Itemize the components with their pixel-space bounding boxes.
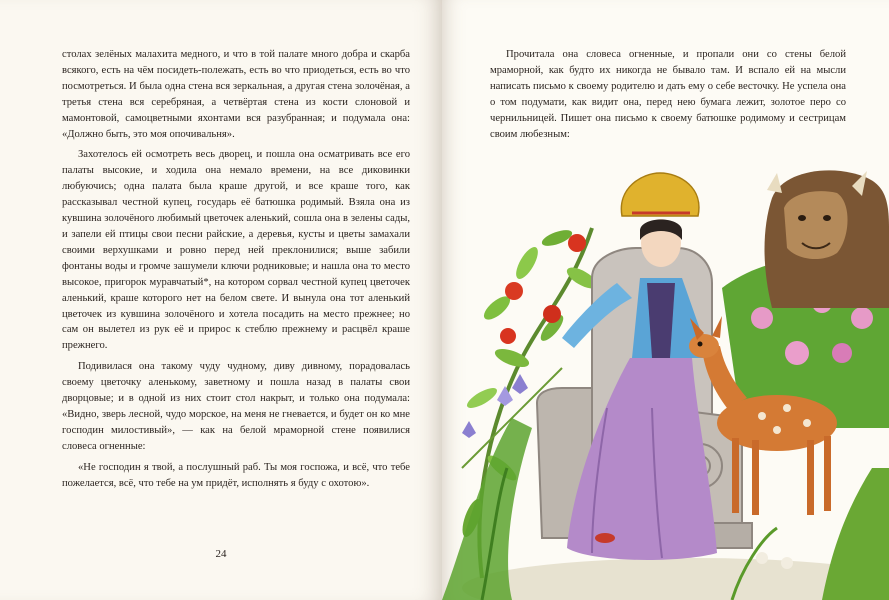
kokoshnik [621, 173, 699, 216]
illustration [442, 168, 889, 600]
paragraph: столах зелёных малахита медного, и что в той палате много добра и скарба всякого, есть на чём посидеть-полежать, есть во что приодеться, есть во что посмотреться. И была одна стена вся зеркальная, а другая стена золочёная, а третья стена вся серебряная, а четвёртая стена из кости слоновой и мамонтовой, самоцветными яхонтами вся разубранная; и подумала она: «Должно быть, это моя опочивальня». [62, 49, 410, 140]
paragraph: «Не господин я твой, а послушный раб. Ты моя госпожа, и всё, что тебе пожелается, всё, что тебе на ум придёт, исполнять я буду с охотою». [62, 461, 410, 489]
left-page [0, 0, 442, 600]
paragraph: Прочитала она словеса огненные, и пропали они со стены белой мраморной, как будто их никогда не бывало там. И вспало ей на мысли написать письмо к своему родителю и дать ему о себе весточку. Не успела она о том подумати, как видит она, перед нею бумага лежит, золотое перо со чернильницей. Пишет она письмо к своему батюшке родимому и сестрицам своим любезным: [490, 49, 846, 140]
apple [500, 328, 516, 344]
beast [765, 170, 889, 308]
paragraph: Подивилася она такому чуду чудному, диву дивному, порадовалась своему цветочку аленькому, заветному и пошла назад в палаты свои дворцовые; и в одной из них стоит стол накрыт, и только она подумала: «Видно, зверь лесной, чудо морское, на меня не гневается, и будет он ко мне господин милостивый», — как на белой мраморной стене появилися словеса огненные: [62, 361, 410, 452]
right-page-text [490, 47, 846, 142]
paragraph: Захотелось ей осмотреть весь дворец, и пошла она осматривать все его палаты высокие, и ходила она немало времени, на все диковинки любуючись; одна палата была краше другой, и все краше того, как рассказывал честной купец, государь её батюшка родимый. Взяла она из кувшина золочёного любимый цветочек аленький, сошла она в зелены сады, и запели ей птицы свои песни райские, а деревья, кусты и цветы замахали своими верхушками и ровно перед ней преклонилися; выше забили фонтаны воды и громче зашумели ключи родниковые; и нашла она то место высокое, пригорок муравчатый*, на котором сорвал честной купец цветочек аленький, краше которого нет на белом свете. И вынула она тот аленький цветочек из кувшина золочёного и хотела посадить на место прежнее; но сам он вылетел из рук её и прирос к стеблю прежнему и расцвёл краше прежнего. [62, 149, 410, 352]
apple [505, 282, 523, 300]
right-page [442, 0, 889, 600]
apple [543, 305, 561, 323]
left-page-text [62, 47, 410, 496]
page-number: 24 [215, 548, 227, 560]
apple [568, 234, 586, 252]
